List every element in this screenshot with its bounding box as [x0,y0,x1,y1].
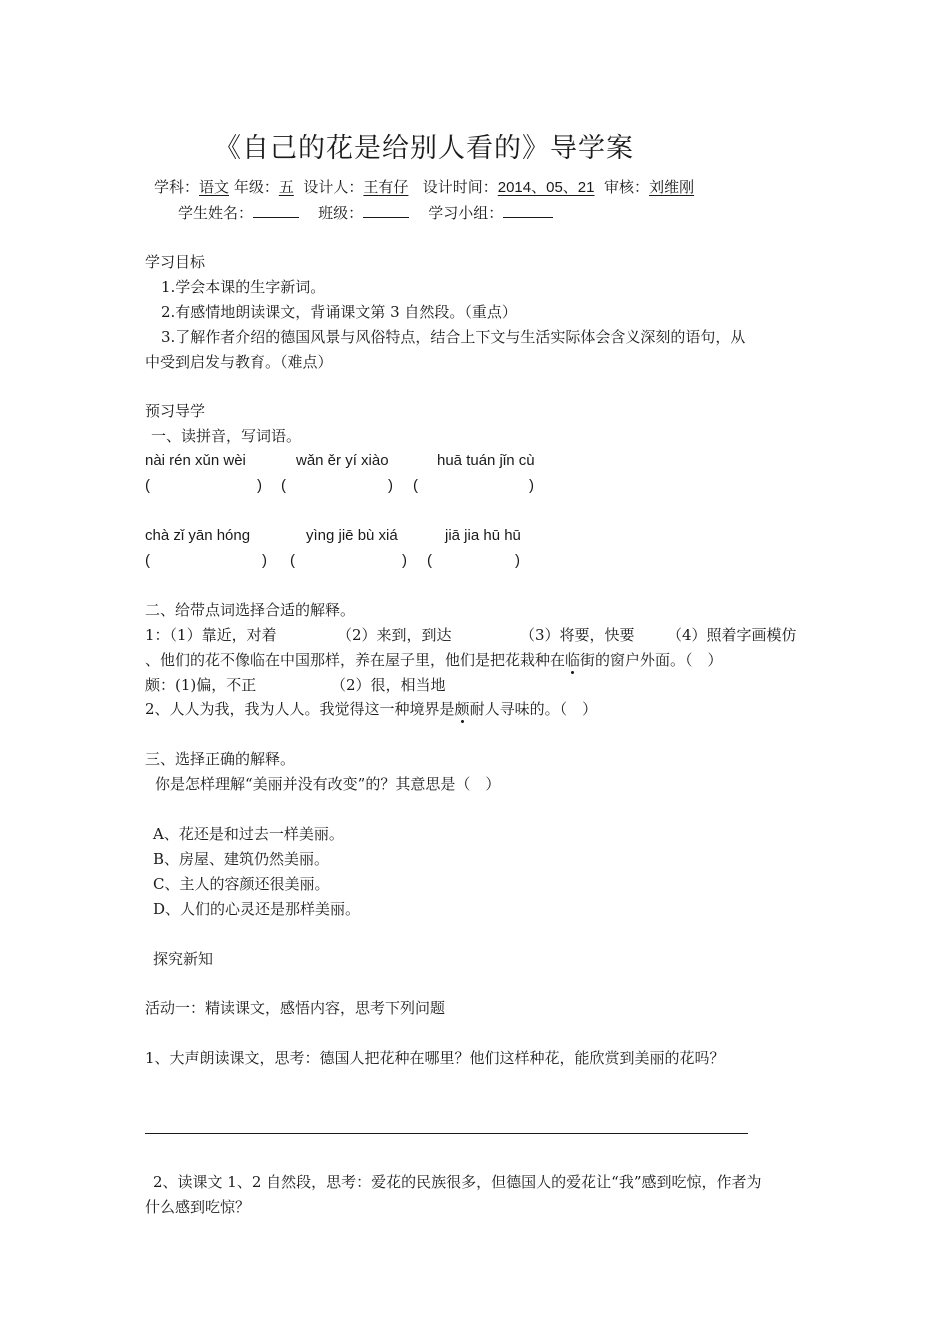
goal-item: 3.了解作者介绍的德国风景与风俗特点，结合上下文与生活实际体会含义深刻的语句，从 [161,328,746,346]
choice-option: C、主人的容颜还很美丽。 [153,875,330,893]
definition-option: （3）将要，快要 [520,626,635,644]
dotted-word: 颇 [454,700,470,718]
goals-heading: 学习目标 [145,253,206,271]
group-blank[interactable] [503,203,553,218]
preview-heading: 预习导学 [145,402,206,420]
sentence-1: 、他们的花不像临在中国那样，养在屋子里，他们是把花栽种在临街的窗户外面。（ ） [145,651,723,669]
choice-option: B、房屋、建筑仍然美丽。 [153,850,330,868]
answer-paren-open: ( [290,552,295,569]
meta-line [154,178,694,197]
answer-paren-close: ) [262,552,267,569]
class-blank[interactable] [363,203,409,218]
definition-option: （4）照着字画模仿 [667,626,797,644]
student-info-line [178,203,553,222]
dotted-word: 临 [565,651,581,669]
answer-paren-open: ( [281,477,286,494]
pinyin: nài rén xǔn wèi [145,452,246,469]
choice-option: A、花还是和过去一样美丽。 [153,825,344,843]
student-name-blank[interactable] [253,203,299,218]
goal-item: 2.有感情地朗读课文，背诵课文第 3 自然段。（重点） [161,303,517,321]
definition-option: （2）来到，到达 [337,626,452,644]
definition-option: 1：（1）靠近，对着 [145,626,277,644]
pinyin: jiā jia hū hū [445,527,521,544]
explore-heading: 探究新知 [153,950,214,968]
subject-value: 语文 [199,178,230,196]
answer-paren-open: ( [145,477,150,494]
pinyin: chà zǐ yān hóng [145,527,251,544]
definition-option: 颇：(1)偏，不正 [145,676,257,694]
explore-question-2: 2、读课文 1、2 自然段，思考：爱花的民族很多，但德国人的爱花让“我”感到吃惊，作者为 [153,1173,762,1191]
pinyin: wǎn ěr yí xiào [296,452,389,469]
answer-paren-close: ) [402,552,407,569]
answer-paren-close: ) [515,552,520,569]
reviewer-value: 刘维刚 [649,178,695,196]
question-3-title: 三、选择正确的解释。 [145,750,296,768]
answer-paren-open: ( [427,552,432,569]
answer-line[interactable] [145,1133,748,1134]
answer-paren-close: ) [257,477,262,494]
grade-value: 五 [278,178,294,196]
pinyin: yìng jiē bù xiá [306,527,398,544]
time-label: 设计时间： [422,178,498,196]
goal-item: 中受到启发与教育。（难点） [145,353,333,371]
sentence-2: 2、人人为我，我为人人。我觉得这一种境界是颇耐人寻味的。（ ） [145,700,598,718]
student-name-label: 学生姓名： [178,204,254,222]
question-2-title: 二、给带点词选择合适的解释。 [145,601,356,619]
activity-title: 活动一：精读课文，感悟内容，思考下列问题 [145,999,446,1017]
time-value: 2014、05、21 [497,179,595,196]
definition-option: （2）很，相当地 [331,676,446,694]
question-1-title: 一、读拼音，写词语。 [151,427,302,445]
pinyin: huā tuán jǐn cù [437,452,535,469]
question-3-text: 你是怎样理解“美丽并没有改变”的？其意思是（ ） [155,775,501,793]
designer-label: 设计人： [303,178,364,196]
answer-paren-open: ( [413,477,418,494]
group-label: 学习小组： [428,204,504,222]
answer-paren-close: ) [388,477,393,494]
answer-paren-open: ( [145,552,150,569]
designer-value: 王有仔 [363,178,409,196]
class-label: 班级： [318,204,364,222]
explore-question-2-cont: 什么感到吃惊？ [145,1198,251,1216]
grade-label: 年级： [233,178,279,196]
subject-label: 学科： [154,178,200,196]
explore-question-1: 1、大声朗读课文，思考：德国人把花种在哪里？他们这样种花，能欣赏到美丽的花吗？ [145,1049,725,1067]
goal-item: 1.学会本课的生字新词。 [161,278,326,296]
answer-paren-close: ) [529,477,534,494]
choice-option: D、人们的心灵还是那样美丽。 [153,900,361,918]
page-title: 《自己的花是给别人看的》导学案 [214,133,634,164]
reviewer-label: 审核： [604,178,650,196]
